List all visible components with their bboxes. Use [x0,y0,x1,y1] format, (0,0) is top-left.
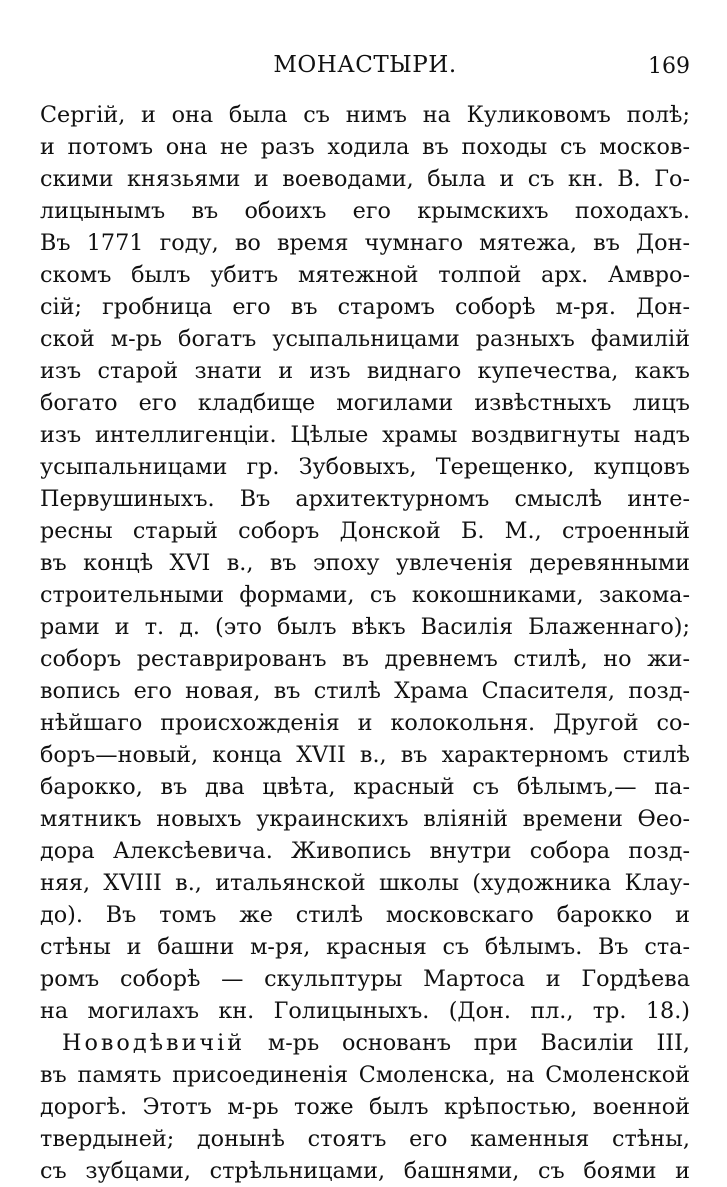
first-line-rest: м-рь основанъ при Василіи III, [245,1030,690,1056]
text-line: Сергій, и она была съ нимъ на Куликовомъ полѣ; [40,102,690,128]
text-line: въ память присоединенія Смоленска, на Смоленской [40,1062,690,1088]
text-line: дора Алексѣевича. Живопись внутри собора позд- [40,838,690,864]
text-line: ской м-рь богатъ усыпальницами разныхъ фамилій [40,326,690,352]
text-line: рами и т. д. (это былъ вѣкъ Василія Блаженнаго); [40,614,690,640]
text-line: вопись его новая, въ стилѣ Храма Спасителя, позд- [40,678,690,704]
text-line: изъ интеллигенціи. Цѣлые храмы воздвигнуты надъ [40,422,690,448]
text-line: на могилахъ кн. Голицыныхъ. (Дон. пл., тр. 18.) [40,998,690,1024]
text-line: няя, XVIII в., итальянской школы (художника Клау- [40,870,690,896]
text-line-first [40,1027,690,1059]
running-title: МОНАСТЫРИ. [273,52,457,78]
text-line: боръ—новый, конца XVII в., въ характерномъ стилѣ [40,742,690,768]
paragraph-1 [40,99,690,1027]
text-line: изъ старой знати и изъ виднаго купечества, какъ [40,358,690,384]
text-line: скомъ былъ убитъ мятежной толпой арх. Амвро- [40,262,690,288]
text-line: скими князьями и воеводами, была и съ кн. В. Го- [40,166,690,192]
text-line: строительными формами, съ кокошниками, закома- [40,582,690,608]
text-line: съ зубцами, стрѣльницами, башнями, съ боями и [40,1158,690,1184]
body-text [40,99,690,1187]
text-line: Въ 1771 году, во время чумнаго мятежа, въ Дон- [40,230,690,256]
text-line: усыпальницами гр. Зубовыхъ, Терещенко, купцовъ [40,454,690,480]
text-line: дорогѣ. Этотъ м-рь тоже былъ крѣпостью, военной [40,1094,690,1120]
text-line: стѣны и башни м-ря, красныя съ бѣлымъ. Въ ста- [40,934,690,960]
text-line: мятникъ новыхъ украинскихъ вліяній времени Ѳео- [40,806,690,832]
page-number: 169 [648,54,690,79]
text-line: нѣйшаго происхожденія и колокольня. Другой со- [40,710,690,736]
text-line: ресны старый соборъ Донской Б. М., строенный [40,518,690,544]
text-line: Первушиныхъ. Въ архитектурномъ смыслѣ инте- [40,486,690,512]
text-line: въ концѣ XVI в., въ эпоху увлеченія деревянными [40,550,690,576]
text-line: твердыней; донынѣ стоятъ его каменныя стѣны, [40,1126,690,1152]
text-line: и потомъ она не разъ ходила въ походы съ москов- [40,134,690,160]
text-line: соборъ реставрированъ въ древнемъ стилѣ, но жи- [40,646,690,672]
spaced-emphasis: Новодѣвичій [62,1030,246,1056]
text-line: лицынымъ въ обоихъ его крымскихъ походахъ. [40,198,690,224]
text-line: сій; гробница его въ старомъ соборѣ м-ря. Дон- [40,294,690,320]
paragraph-2 [40,1027,690,1187]
running-header [40,50,690,80]
text-line: богато его кладбище могилами извѣстныхъ лицъ [40,390,690,416]
text-line: барокко, въ два цвѣта, красный съ бѣлымъ,— па- [40,774,690,800]
text-line: до). Въ томъ же стилѣ московскаго барокко и [40,902,690,928]
text-line: ромъ соборѣ — скульптуры Мартоса и Гордѣева [40,966,690,992]
